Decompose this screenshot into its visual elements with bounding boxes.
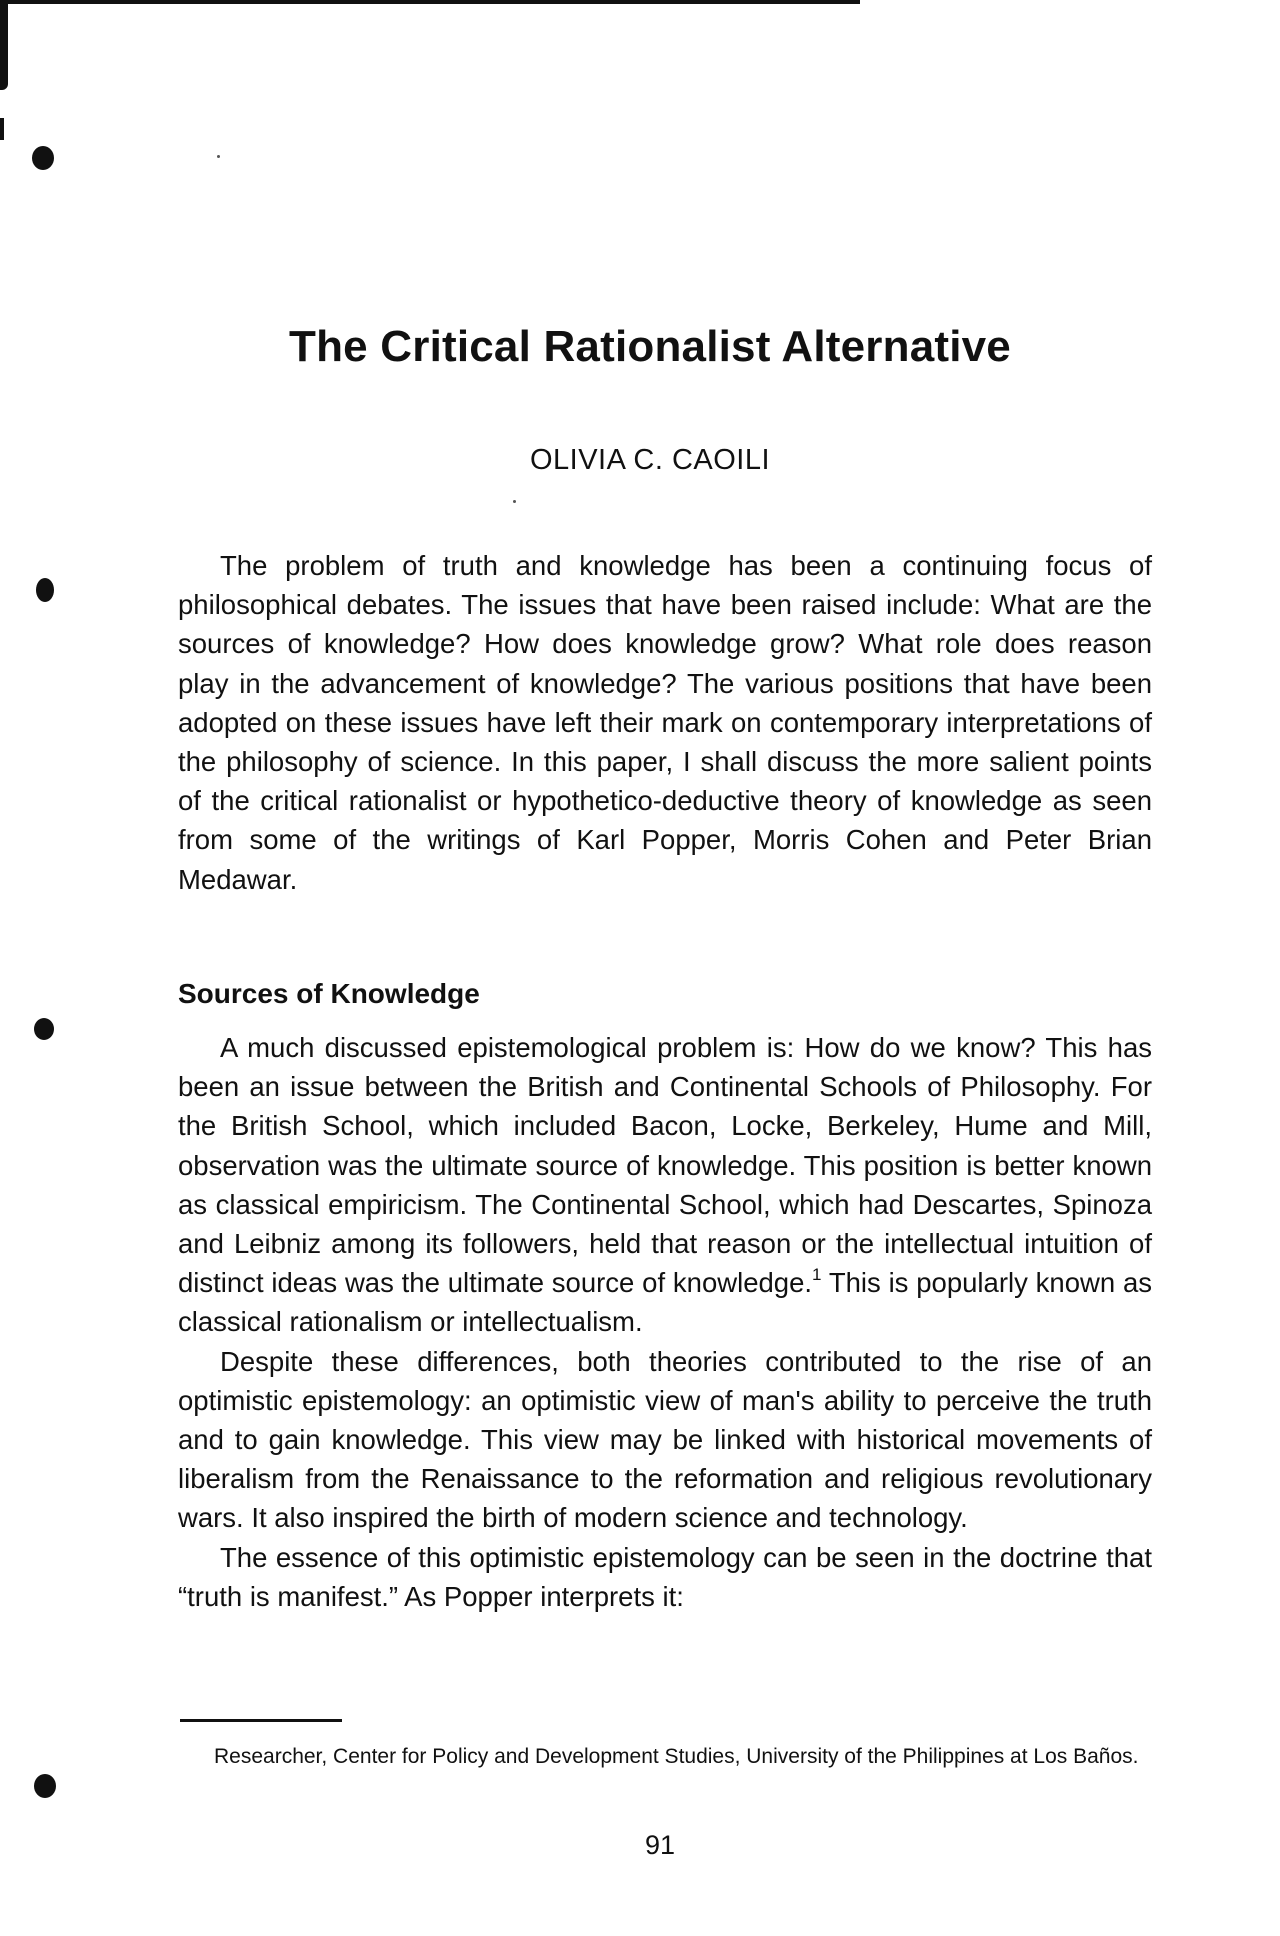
page-number: 91 (644, 1830, 676, 1860)
paragraph-text: This is popularly known as classical rationalism or intellectualism. (178, 1267, 1152, 1338)
scan-edge-left (0, 0, 8, 90)
article-title: The Critical Rationalist Alternative (289, 322, 1011, 371)
scan-edge-mark (0, 118, 4, 140)
scan-speck (217, 155, 220, 158)
scan-edge-top (0, 0, 860, 4)
section-heading: Sources of Knowledge (178, 978, 480, 1009)
footnote-rule (180, 1719, 342, 1722)
scan-speck (513, 500, 516, 503)
footnote-reference: 1 (812, 1265, 822, 1285)
section-body (178, 1028, 1152, 1616)
paragraph-sources (178, 1028, 1152, 1342)
binding-hole (34, 1018, 54, 1040)
binding-hole (34, 1774, 56, 1798)
paragraph-text: A much discussed epistemological problem is: How do we know? This has been an issue between the British and Continental Schools of Philosophy. For the British School, which included Bacon, Locke, Berkeley, Hume and Mill, observation was the ultimate source of knowledge. This position is better known as classical empiricism. The Continental School, which had Descartes, Spinoza and Leibniz among its followers, held that reason or the intellectual intuition of distinct ideas was the ultimate source of knowledge. (178, 1032, 1152, 1299)
binding-hole (32, 146, 54, 170)
author-name: OLIVIA C. CAOILI (529, 444, 771, 476)
footnote: Researcher, Center for Policy and Development Studies, University of the Philippines at Los Baños. (214, 1745, 1139, 1768)
intro-section (178, 546, 1152, 899)
paragraph-optimism: Despite these differences, both theories contributed to the rise of an optimistic epistemology: an optimistic view of man's ability to perceive the truth and to gain knowledge. This view may be linked with historical movements of liberalism from the Renaissance to the reformation and religious revolutionary wars. It also inspired the birth of modern science and technology. (178, 1345, 1152, 1534)
binding-hole (36, 578, 54, 602)
paragraph-essence: The essence of this optimistic epistemology can be seen in the doctrine that “truth is manifest.” As Popper interprets it: (178, 1541, 1152, 1612)
intro-paragraph: The problem of truth and knowledge has been a continuing focus of philosophical debates. The issues that have been raised include: What are the sources of knowledge? How does knowledge grow? What role does reason play in the advancement of knowledge? The various positions that have been adopted on these issues have left their mark on contemporary interpretations of the philosophy of science. In this paper, I shall discuss the more salient points of the critical rationalist or hypothetico-deductive theory of knowledge as seen from some of the writings of Karl Popper, Morris Cohen and Peter Brian Medawar. (178, 550, 1152, 895)
